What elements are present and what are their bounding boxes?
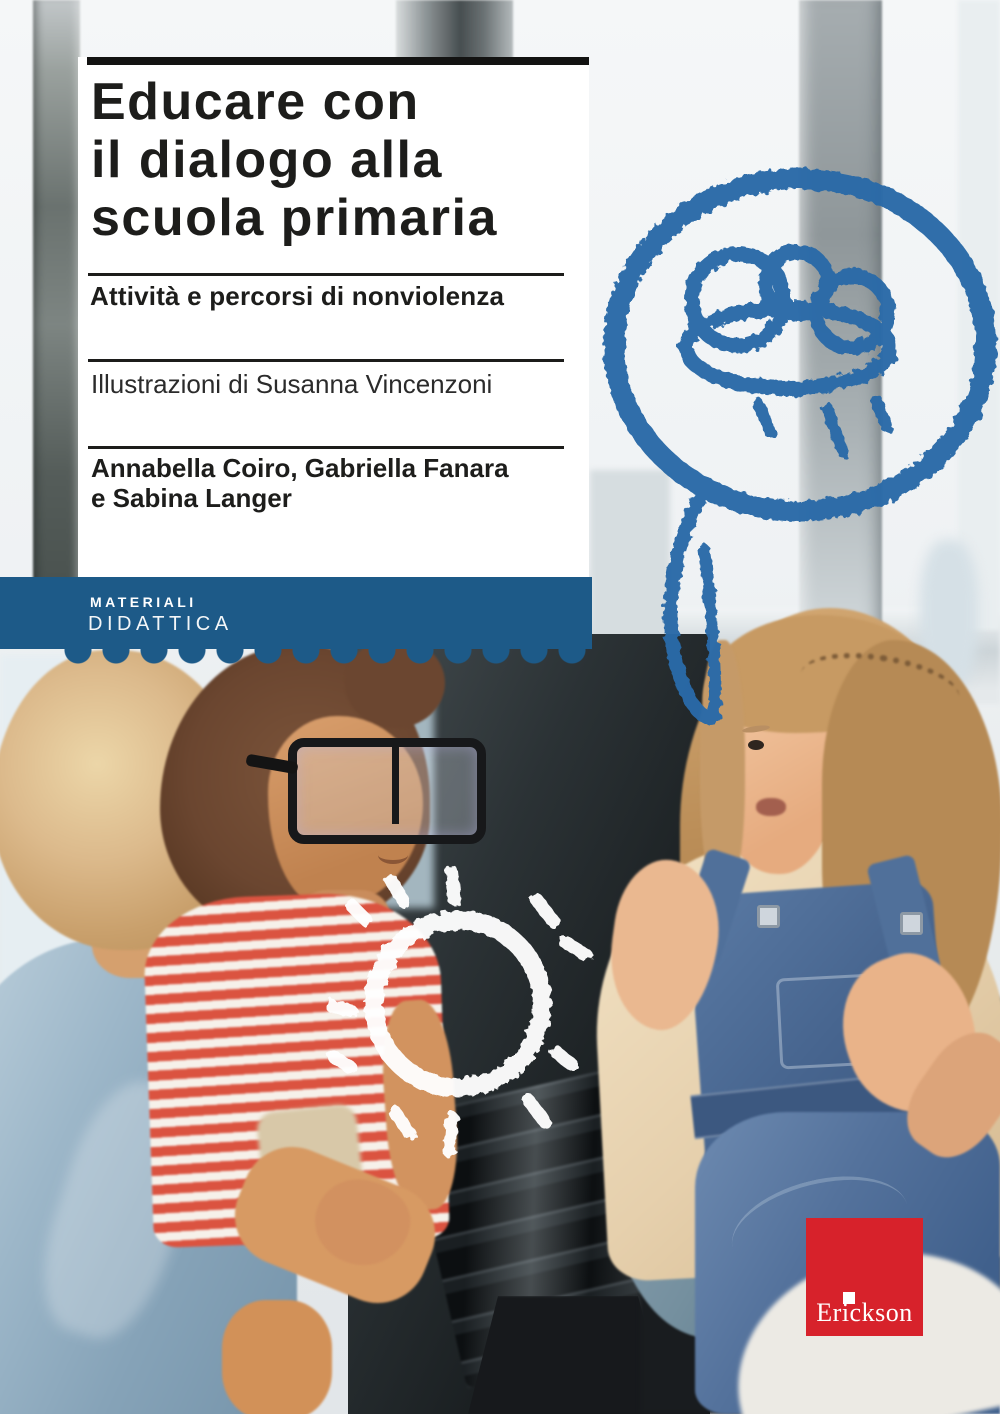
center-girl-glasses — [288, 738, 486, 844]
right-girl-buckle-left — [757, 905, 780, 928]
speech-bubble-doodle — [560, 130, 1000, 780]
panel-top-bar — [87, 57, 589, 65]
dark-stool — [468, 1296, 668, 1414]
book-subtitle: Attività e percorsi di nonviolenza — [90, 281, 505, 311]
authors — [91, 453, 509, 513]
erickson-logo — [806, 1218, 923, 1336]
publisher-name: Erickson — [816, 1298, 913, 1327]
title-line-1: Educare con — [91, 73, 420, 131]
bubble-tail-inner — [704, 550, 715, 716]
right-girl-buckle-right — [900, 912, 923, 935]
divider-rule — [88, 359, 564, 362]
book-title — [91, 73, 581, 247]
divider-rule — [88, 446, 564, 449]
window-mullion-left — [33, 0, 80, 590]
title-panel — [78, 57, 589, 577]
rain-drops-icon — [758, 400, 887, 452]
right-girl-mouth — [756, 798, 786, 816]
series-banner — [0, 577, 592, 649]
series-name-label: DIDATTICA — [88, 613, 233, 635]
center-girl-glasses-bridge — [392, 740, 399, 824]
illustrator-credit: Illustrazioni di Susanna Vincenzoni — [91, 369, 493, 399]
title-line-2: il dialogo alla — [91, 131, 443, 189]
title-line-3: scuola primaria — [91, 189, 498, 247]
center-girl-shin — [222, 1300, 332, 1414]
rain-cloud-icon — [686, 252, 890, 388]
sun-doodle — [300, 830, 620, 1190]
authors-line-2: e Sabina Langer — [91, 483, 292, 513]
series-collection-label: MATERIALI — [90, 594, 197, 610]
banner-scalloped-edge — [59, 649, 592, 665]
divider-rule — [88, 273, 564, 276]
authors-line-1: Annabella Coiro, Gabriella Fanara — [91, 453, 509, 483]
